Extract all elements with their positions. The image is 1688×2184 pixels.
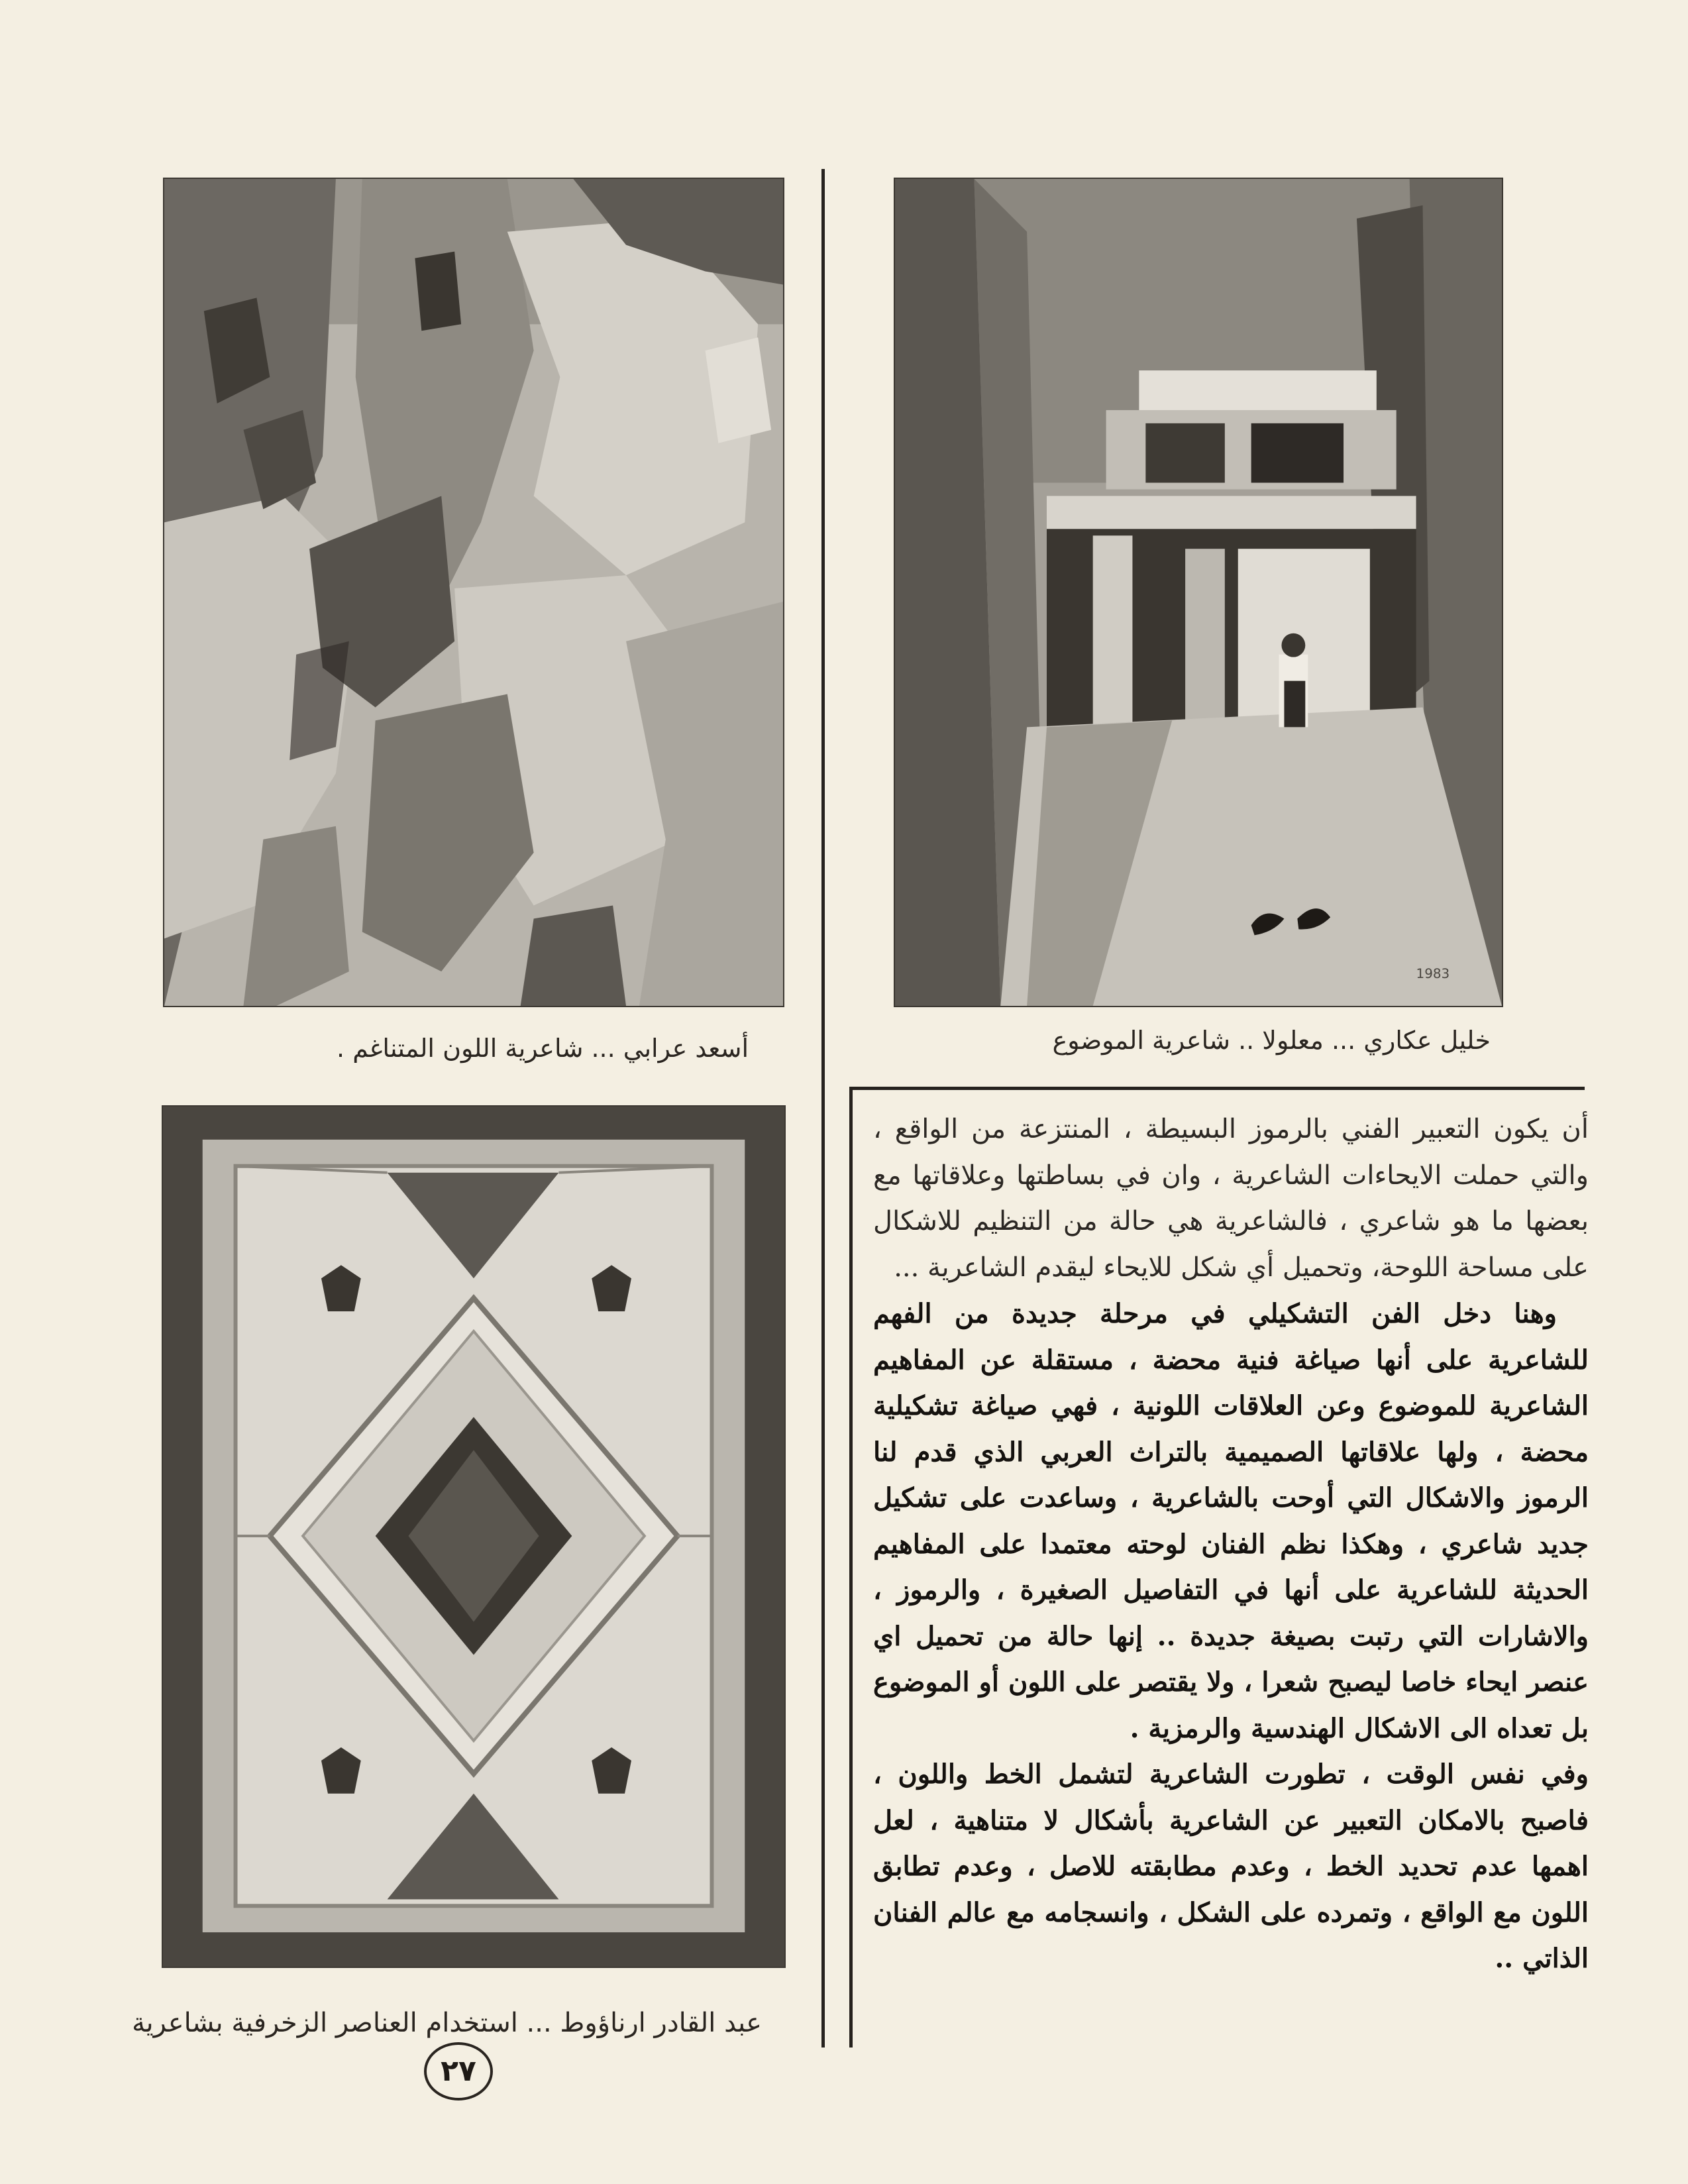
article-top-rule [849,1087,1585,1090]
article-paragraph: وهنا دخل الفن التشكيلي في مرحلة جديدة من الفهم للشاعرية على أنها صياغة فنية محضة ، مستقلة عن المفاهيم الشاعرية للموضوع وعن العلاقات اللونية ، فهي صياغة تشكيلية محضة ، ولها علاقاتها الصميمية بالتراث العربي الذي قدم لنا الرموز والاشكال التي أوحت بالشاعرية ، وساعدت على تشكيل جديد شاعري ، وهكذا نظم الفنان لوحته معتمدا على المفاهيم الحديثة للشاعرية على أنها في التفاصيل الصغيرة ، والرموز ، والاشارات التي رتبت بصيغة جديدة .. إنها حالة من تحميل اي عنصر ايحاء خاصا ليصبح شعرا ، ولا يقتصر على اللون أو الموضوع بل تعداه الى الاشكال الهندسية والرمزية . [873,1298,1589,1744]
ornamental-panel-photo [162,1105,786,1968]
abstract-painting-caption: أسعد عرابي ... شاعرية اللون المتناغم . [337,1034,749,1063]
article-body [873,1107,1589,1982]
street-scene-image [895,179,1502,1006]
abstract-painting-image [164,179,783,1006]
street-scene-photo [894,178,1503,1007]
ornamental-panel-caption: عبد القادر ارناؤوط ... استخدام العناصر الزخرفية بشاعرية [132,2008,762,2038]
article-paragraph: وفي نفس الوقت ، تطورت الشاعرية لتشمل الخط واللون ، فاصبح بالامكان التعبير عن الشاعرية بأشكال لا متناهية ، لعل اهمها عدم تحديد الخط ، وعدم مطابقته للاصل ، وعدم تطابق اللون مع الواقع ، وتمرده على الشكل ، وانسجامه مع عالم الفنان الذاتي .. [873,1759,1589,1974]
street-scene-caption: خليل عكاري ... معلولا .. شاعرية الموضوع [1052,1026,1491,1055]
painting-signature: 1983 [1416,966,1450,982]
article-paragraph: أن يكون التعبير الفني بالرموز البسيطة ، المنتزعة من الواقع ، والتي حملت الايحاءات الشاعرية ، وان في بساطتها وعلاقاتها مع بعضها ما هو شاعري ، فالشاعرية هي حالة من التنظيم للاشكال على مساحة اللوحة، وتحميل أي شكل للايحاء ليقدم الشاعرية ... [873,1114,1589,1283]
page-number: ٢٧ [424,2042,493,2101]
abstract-painting-photo [163,178,784,1007]
column-divider [821,169,825,2048]
ornamental-panel-image [163,1107,784,1967]
article-side-rule [849,1087,853,2048]
